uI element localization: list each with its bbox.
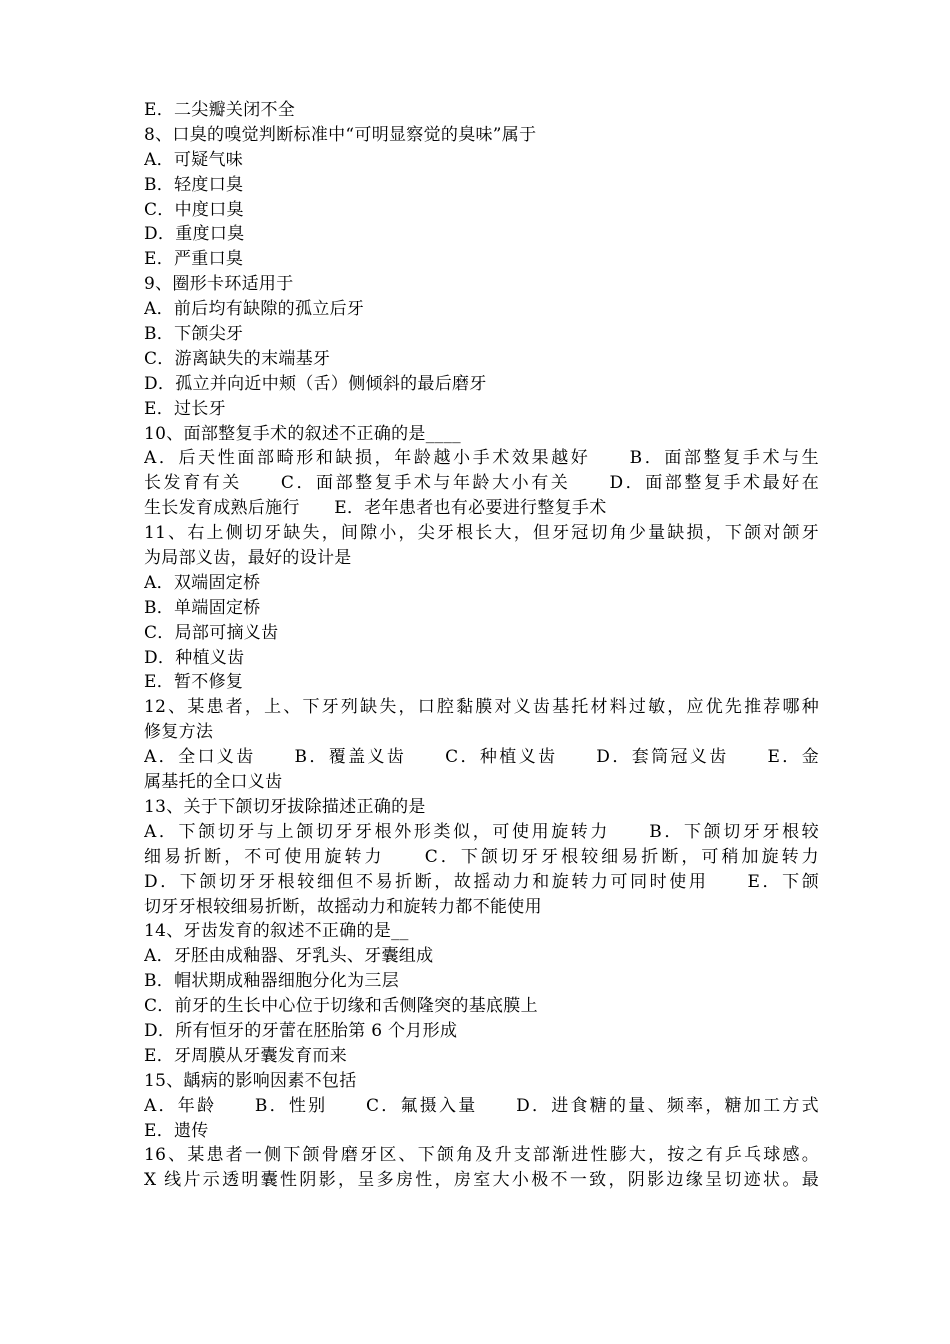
text-line: A．双端固定桥 (144, 572, 261, 593)
text-line: E．暂不修复 (144, 672, 244, 693)
text-line: E．严重口臭 (144, 249, 244, 270)
text-line: A．全口义齿 B．覆盖义齿 C．种植义齿 D．套筒冠义齿 E．金 (144, 747, 819, 768)
text-line: E．二尖瓣关闭不全 (144, 100, 296, 120)
text-line: 16、某患者一侧下颌骨磨牙区、下颌角及升支部渐进性膨大，按之有乒乓球感。 (144, 1145, 819, 1166)
text-line: E．遗传 (144, 1120, 209, 1141)
question-line: 9、圈形卡环适用于 (144, 274, 294, 295)
text-line: X 线片示透明囊性阴影，呈多房性，房室大小极不一致，阴影边缘呈切迹状。最 (144, 1170, 819, 1191)
text-line: 长发育有关 C．面部整复手术与年龄大小有关 D．面部整复手术最好在 (144, 473, 819, 494)
question-line: 14、牙齿发育的叙述不正确的是__ (144, 921, 409, 942)
question-line: 10、面部整复手术的叙述不正确的是____ (144, 423, 461, 444)
text-line: B．帽状期成釉器细胞分化为三层 (144, 971, 399, 992)
text-line: A．后天性面部畸形和缺损，年龄越小手术效果越好 B．面部整复手术与生 (144, 448, 819, 469)
text-line: C．游离缺失的末端基牙 (144, 348, 331, 369)
document-page (144, 98, 819, 1193)
text-line: D．下颌切牙牙根较细但不易折断，故摇动力和旋转力可同时使用 E．下颌 (144, 871, 819, 892)
text-line: B．单端固定桥 (144, 597, 261, 618)
text-line: D．孤立并向近中颊（舌）侧倾斜的最后磨牙 (144, 373, 487, 394)
text-line: E．过长牙 (144, 398, 226, 419)
text-line: A．年龄 B．性别 C．氟摄入量 D．进食糖的量、频率，糖加工方式 (144, 1095, 819, 1116)
text-line: 属基托的全口义齿 (144, 772, 283, 793)
text-line: 修复方法 (144, 722, 214, 743)
text-line: E．牙周膜从牙囊发育而来 (144, 1045, 348, 1066)
question-line: 15、龋病的影响因素不包括 (144, 1070, 357, 1091)
text-line: D．重度口臭 (144, 224, 245, 245)
text-line: 细易折断，不可使用旋转力 C．下颌切牙牙根较细易折断，可稍加旋转力 (144, 846, 819, 867)
text-line: 12、某患者，上、下牙列缺失，口腔黏膜对义齿基托材料过敏，应优先推荐哪种 (144, 697, 819, 718)
text-line: D．所有恒牙的牙蕾在胚胎第 6 个月形成 (144, 1020, 458, 1041)
text-line: C．局部可摘义齿 (144, 622, 279, 643)
text-line: 生长发育成熟后施行 E．老年患者也有必要进行整复手术 (144, 498, 607, 519)
question-line: 13、关于下颌切牙拔除描述正确的是 (144, 796, 426, 817)
text-line: B．轻度口臭 (144, 174, 244, 195)
text-line: A．下颌切牙与上颌切牙牙根外形类似，可使用旋转力 B．下颌切牙牙根较 (144, 821, 819, 842)
question-line: 8、口臭的嗅觉判断标准中“可明显察觉的臭味”属于 (144, 124, 537, 145)
text-line: 为局部义齿，最好的设计是 (144, 548, 352, 569)
text-line: D．种植义齿 (144, 647, 245, 668)
text-line: A．可疑气味 (144, 149, 244, 170)
text-line: 11、右上侧切牙缺失，间隙小，尖牙根长大，但牙冠切角少量缺损，下颌对颌牙 (144, 523, 819, 544)
text-line: A．牙胚由成釉器、牙乳头、牙囊组成 (144, 946, 434, 967)
text-line: B．下颌尖牙 (144, 324, 244, 345)
text-line: C．中度口臭 (144, 199, 244, 220)
text-line: C．前牙的生长中心位于切缘和舌侧隆突的基底膜上 (144, 996, 538, 1017)
text-line: 切牙牙根较细易折断，故摇动力和旋转力都不能使用 (144, 896, 542, 917)
text-line: A．前后均有缺隙的孤立后牙 (144, 299, 365, 320)
